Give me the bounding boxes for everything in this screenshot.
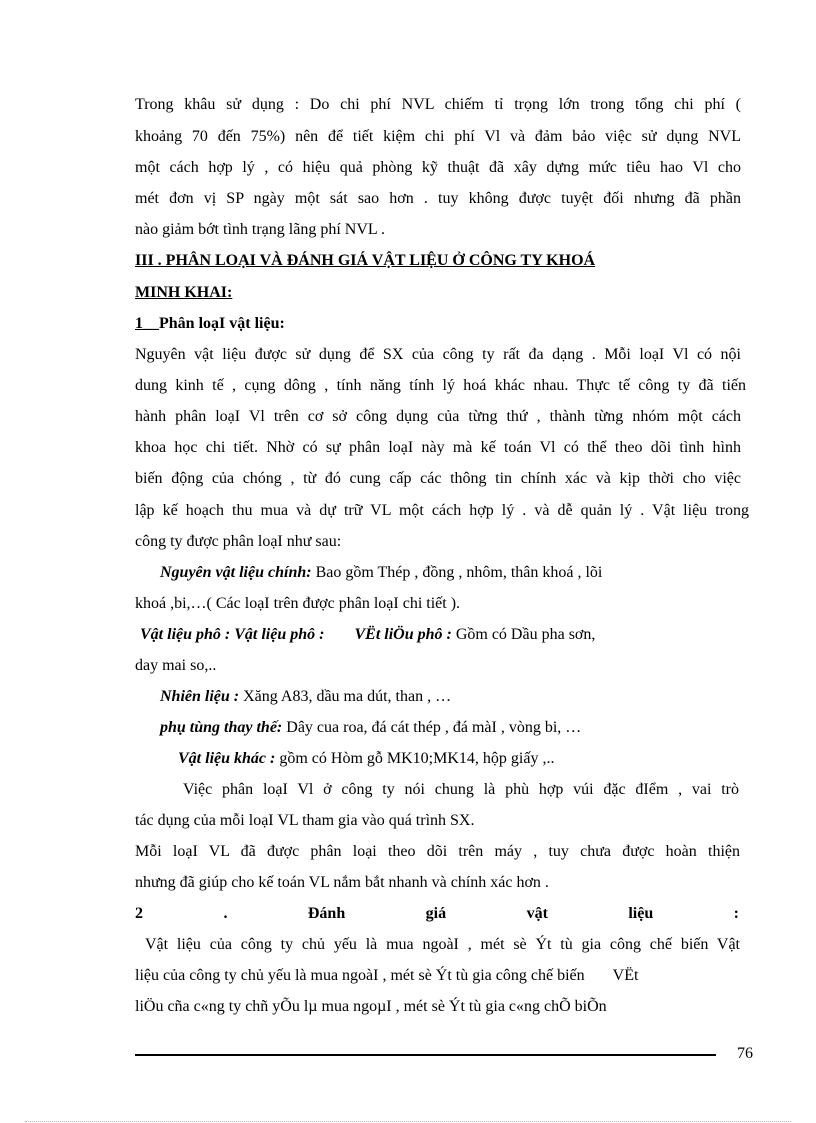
paragraph-line: liÖu cña c«ng ty chñ yÕu lµ mua ngoµI , mét sè Ýt tù gia c«ng chÕ biÕn xyxy=(135,998,607,1015)
paragraph-line: khoa học chi tiết. Nhờ có sự phân loạI này mà kế toán Vl có thể theo dõi tình hình xyxy=(135,439,741,456)
item-text: Gồm có Dầu pha sơn, xyxy=(451,626,596,643)
paragraph-line: Nguyên vật liệu được sử dụng để SX của công ty rất đa dạng . Mỗi loạI Vl có nội xyxy=(135,346,741,363)
item-label: Nhiên liệu : xyxy=(160,688,240,705)
paragraph-line: biến động của chóng , từ đó cung cấp các thông tin chính xác và kịp thời cho việc xyxy=(135,470,741,487)
section-heading: III . PHÂN LOẠI VÀ ĐÁNH GIÁ VẬT LIỆU Ở CÔNG TY KHOÁ xyxy=(135,252,596,269)
paragraph-line: Mỗi loạI VL đã được phân loại theo dõi trên máy , tuy chưa được hoàn thiện xyxy=(135,843,740,860)
paragraph-line: hành phân loạI Vl trên cơ sở công dụng của từng thứ , thành từng nhóm một cách xyxy=(135,408,741,425)
subheading-part: . xyxy=(223,905,228,922)
paragraph-line: tác dụng của mỗi loạI VL tham gia vào quá trình SX. xyxy=(135,812,475,829)
subheading-part: liệu xyxy=(628,905,654,922)
footer-rule xyxy=(135,1054,716,1056)
list-item-cont: day mai so,.. xyxy=(135,657,217,674)
paragraph-line: nhưng đã giúp cho kế toán VL nắm bắt nhanh và chính xác hơn . xyxy=(135,874,549,891)
list-item xyxy=(160,718,581,738)
paragraph-line: lập kế hoạch thu mua và dự trữ VL một cách hợp lý . và dễ quản lý . Vật liệu trong xyxy=(135,502,749,519)
subheading-1: 1__Phân loạI vật liệu: xyxy=(135,315,285,332)
paragraph-line: công ty được phân loạI như sau: xyxy=(135,533,342,550)
paragraph-line xyxy=(135,966,638,986)
item-label: Vật liệu phô : Vật liệu phô : xyxy=(140,626,325,643)
paragraph-line: khoảng 70 đến 75%) nên để tiết kiệm chi phí Vl và đảm bảo việc sử dụng NVL xyxy=(135,128,741,145)
item-label: Nguyên vật liệu chính: xyxy=(160,564,312,581)
item-label-alt: VËt liÖu phô : xyxy=(354,626,452,643)
page-bottom-border xyxy=(25,1121,791,1122)
item-label: phụ tùng thay thế: xyxy=(160,719,283,736)
item-text: Dây cua roa, đá cát thép , đá màI , vòng bi, … xyxy=(282,719,582,736)
list-item xyxy=(140,625,595,645)
paragraph-line: Trong khâu sử dụng : Do chi phí NVL chiếm tỉ trọng lớn trong tổng chi phí ( xyxy=(135,96,741,113)
subheading-part: Đánh xyxy=(307,905,346,922)
subheading-part: vật xyxy=(526,905,548,922)
item-text: Bao gồm Thép , đồng , nhôm, thân khoá , lõi xyxy=(311,564,603,581)
paragraph-text: VËt xyxy=(612,967,639,984)
page-number: 76 xyxy=(737,1045,753,1062)
subheading-part: giá xyxy=(425,905,447,922)
item-text: gồm có Hòm gỗ MK10;MK14, hộp giấy ,.. xyxy=(275,750,555,767)
subheading-number: 1 xyxy=(135,315,143,332)
list-item xyxy=(160,563,602,583)
paragraph-line: Việc phân loạI Vl ở công ty nói chung là phù hợp vúi đặc đIểm , vai trò xyxy=(183,781,739,798)
paragraph-line: một cách hợp lý , có hiệu quả phòng kỹ thuật đã xây dựng mức tiêu hao Vl cho xyxy=(135,159,741,176)
subheading-part: : xyxy=(733,905,739,922)
paragraph-line: dung kinh tế , cụng dông , tính năng tính lý hoá khác nhau. Thực tế công ty đã tiến xyxy=(135,377,746,394)
item-text: Xăng A83, dầu ma dút, than , … xyxy=(239,688,452,705)
list-item-cont: khoá ,bi,…( Các loạI trên được phân loạI chi tiết ). xyxy=(135,595,461,612)
paragraph-text: liệu của công ty chủ yếu là mua ngoàI , mét sè Ýt tù gia công chế biến xyxy=(135,967,585,984)
item-label: Vật liệu khác : xyxy=(178,750,276,767)
subheading-title: Phân loạI vật liệu: xyxy=(159,315,285,332)
paragraph-line: nào giảm bớt tình trạng lãng phí NVL . xyxy=(135,221,386,238)
section-heading-cont: MINH KHAI: xyxy=(135,284,233,301)
subheading-2 xyxy=(135,904,739,924)
list-item xyxy=(160,687,451,707)
list-item xyxy=(178,749,554,769)
paragraph-line: mét đơn vị SP ngày một sát sao hơn . tuy không được tuyệt đối nhưng đã phần xyxy=(135,190,741,207)
paragraph-line: Vật liệu của công ty chủ yếu là mua ngoàI , mét sè Ýt tù gia công chế biến Vật xyxy=(145,936,740,953)
subheading-part: 2 xyxy=(135,905,143,922)
